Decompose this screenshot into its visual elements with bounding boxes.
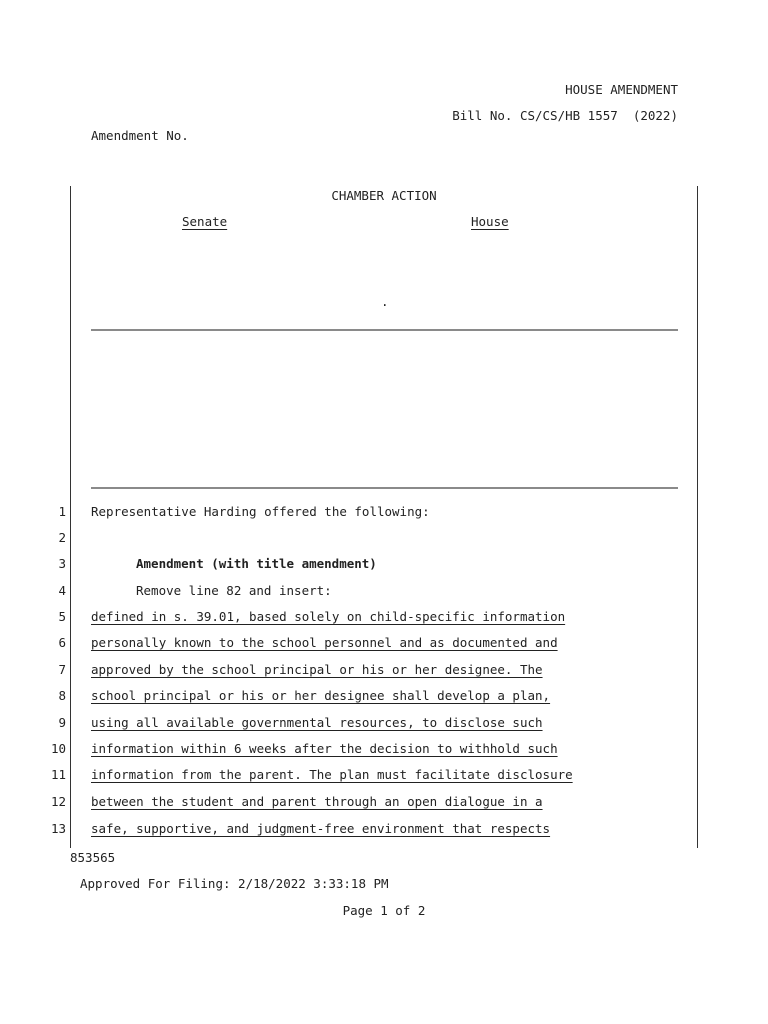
line-number: 8 (58, 688, 66, 703)
line-text: Remove line 82 and insert: (136, 583, 332, 598)
line-number: 4 (58, 583, 66, 598)
inserted-text: safe, supportive, and judgment-free environment that respects (91, 821, 551, 836)
senate-label: Senate (182, 214, 228, 229)
left-border (70, 186, 71, 848)
line-number: 10 (50, 741, 66, 756)
bill-number: Bill No. CS/CS/HB 1557 (2022) (452, 108, 678, 123)
line-number: 7 (58, 662, 66, 677)
separator-dot: . (381, 294, 389, 309)
line-number: 12 (50, 794, 66, 809)
document-code: 853565 (70, 850, 116, 865)
inserted-text: information from the parent. The plan must facilitate disclosure (91, 767, 573, 782)
inserted-text: information within 6 weeks after the decision to withhold such (91, 741, 558, 756)
line-number: 9 (58, 715, 66, 730)
line-number: 3 (58, 556, 66, 571)
amendment-heading: Amendment (with title amendment) (136, 556, 377, 571)
line-number: 5 (58, 609, 66, 624)
divider-top (91, 329, 678, 331)
inserted-text: approved by the school principal or his or her designee. The (91, 662, 543, 677)
house-label: House (471, 214, 509, 229)
inserted-text: school principal or his or her designee shall develop a plan, (91, 688, 551, 703)
page-indicator: Page 1 of 2 (342, 903, 426, 918)
line-number: 13 (50, 821, 66, 836)
document-type: HOUSE AMENDMENT (565, 82, 678, 97)
line-text: Representative Harding offered the following: (91, 504, 430, 519)
line-number: 2 (58, 530, 66, 545)
inserted-text: using all available governmental resources, to disclose such (91, 715, 543, 730)
inserted-text: personally known to the school personnel and as documented and (91, 635, 558, 650)
chamber-action-title: CHAMBER ACTION (331, 188, 437, 203)
line-number: 11 (50, 767, 66, 782)
inserted-text: between the student and parent through an open dialogue in a (91, 794, 543, 809)
line-number: 6 (58, 635, 66, 650)
approved-for-filing: Approved For Filing: 2/18/2022 3:33:18 PM (80, 876, 389, 891)
inserted-text: defined in s. 39.01, based solely on child-specific information (91, 609, 566, 624)
amendment-number: Amendment No. (91, 128, 189, 143)
divider-bottom (91, 487, 678, 489)
line-number: 1 (58, 504, 66, 519)
right-border (697, 186, 698, 848)
